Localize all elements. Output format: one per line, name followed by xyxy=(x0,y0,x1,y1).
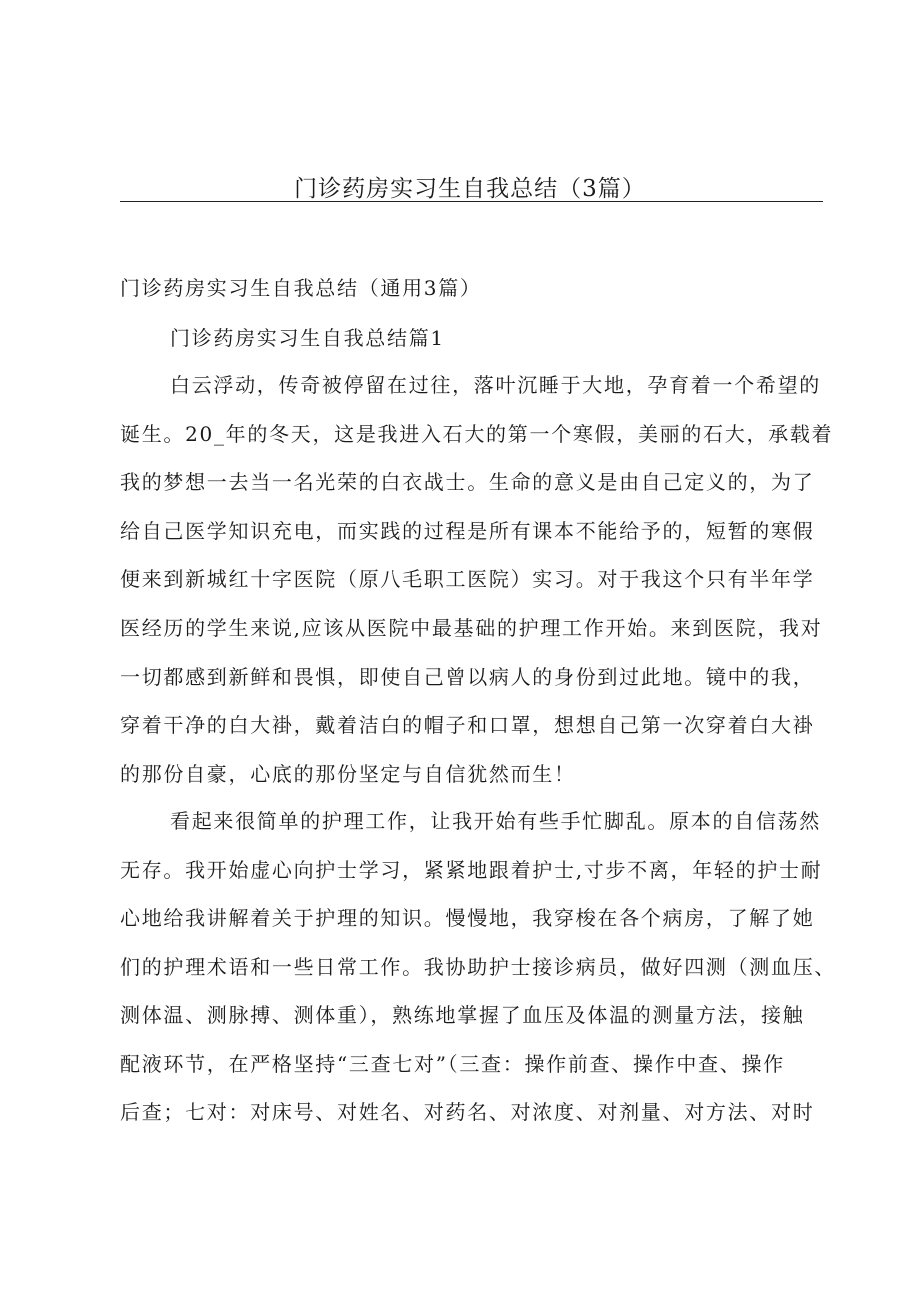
paragraph-line: 便来到新城红十字医院（原八毛职工医院）实习。对于我这个只有半年学 xyxy=(120,567,815,591)
document-title: 门诊药房实习生自我总结（3篇） xyxy=(294,176,646,202)
paragraph-line: 白云浮动，传奇被停留在过往，落叶沉睡于大地，孕育着一个希望的 xyxy=(170,373,821,397)
paragraph-line: 测体温、测脉搏、测体重），熟练地掌握了血压及体温的测量方法，接触 xyxy=(120,1003,805,1027)
paragraph-line: 诞生。20_年的冬天，这是我进入石大的第一个寒假，美丽的石大，承载着 xyxy=(120,422,834,446)
document-subtitle: 门诊药房实习生自我总结（通用3篇） xyxy=(120,276,482,300)
paragraph-line: 我的梦想一去当一名光荣的白衣战士。生命的意义是由自己定义的，为了 xyxy=(120,470,815,494)
paragraph-line: 给自己医学知识充电，而实践的过程是所有课本不能给予的，短暂的寒假 xyxy=(120,519,815,543)
paragraph-line: 无存。我开始虚心向护士学习，紧紧地跟着护士,寸步不离，年轻的护士耐 xyxy=(120,858,823,882)
section-heading: 门诊药房实习生自我总结篇1 xyxy=(170,326,445,350)
paragraph-line: 医经历的学生来说,应该从医院中最基础的护理工作开始。来到医院，我对 xyxy=(120,616,823,640)
paragraph-line: 一切都感到新鲜和畏惧，即使自己曾以病人的身份到过此地。镜中的我， xyxy=(120,665,815,689)
paragraph-line: 看起来很简单的护理工作，让我开始有些手忙脚乱。原本的自信荡然 xyxy=(170,809,821,833)
paragraph-line: 后查；七对：对床号、对姓名、对药名、对浓度、对剂量、对方法、对时 xyxy=(120,1100,815,1124)
paragraph-line: 心地给我讲解着关于护理的知识。慢慢地，我穿梭在各个病房，了解了她 xyxy=(120,906,815,930)
title-underline xyxy=(120,201,823,202)
paragraph-line: 的那份自豪，心底的那份坚定与自信犹然而生！ xyxy=(120,762,576,786)
paragraph-line: 们的护理术语和一些日常工作。我协助护士接诊病员，做好四测（测血压、 xyxy=(120,955,837,979)
paragraph-line: 穿着干净的白大褂，戴着洁白的帽子和口罩，想想自己第一次穿着白大褂 xyxy=(120,713,815,737)
paragraph-line: 配液环节，在严格坚持“三查七对”（三查：操作前查、操作中查、操作 xyxy=(120,1052,785,1076)
